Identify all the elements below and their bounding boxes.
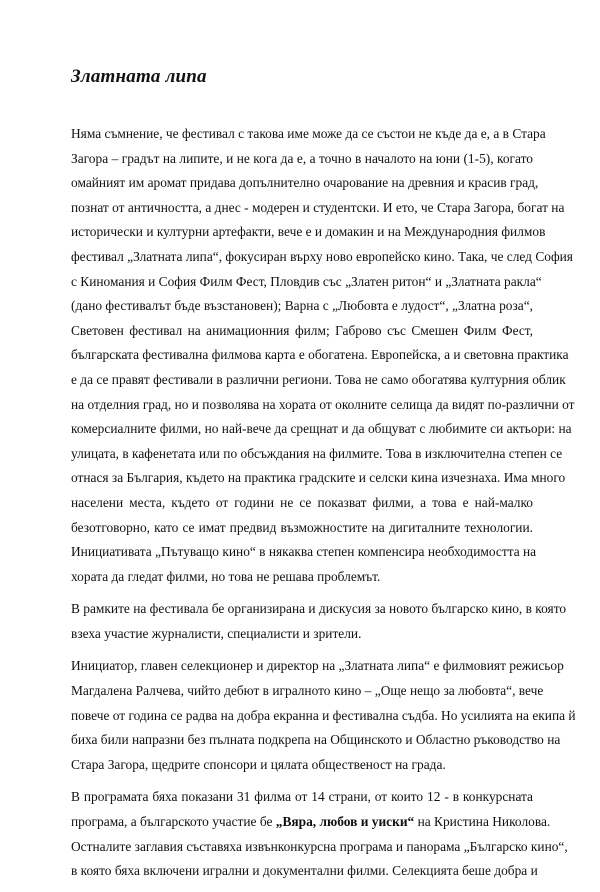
text-line: хората да гледат филми, но това не решава проблемът. (71, 568, 381, 584)
text-line: на отделния град, но и позволява на хората от околните селища да видят по-различни от (71, 396, 575, 412)
text-line: българската фестивална филмова карта е обогатена. Европейска, а и световна практика (71, 347, 569, 363)
text-line: с Киномания и София Филм Фест, Пловдив със „Златен ритон“ и „Златната ракла“ (71, 273, 542, 289)
text-line: Световен фестивал на анимационния филм; Габрово със Смешен Филм Фест, (71, 322, 533, 338)
text-line: биха били напразни без пълната подкрепа на Общинското и Областно ръководство на (71, 732, 561, 748)
text-line: безотговорно, като се имат предвид възможностите на дигиталните технологии. (71, 519, 533, 535)
paragraph-3 (71, 654, 576, 777)
text-line: Загора – градът на липите, и не кога да е, а точно в началото на юни (1-5), когато (71, 150, 533, 166)
text-line: улицата, в кафенетата или по обсъждания на филмите. Това в изключителна степен се (71, 445, 563, 461)
text-line: исторически и културни артефакти, вече е и домакин и на Международния филмов (71, 224, 546, 240)
text-line: В програмата бяха показани 31 филма от 14 страни, от които 12 - в конкурсната (71, 789, 533, 805)
text-line: Няма съмнение, че фестивал с такова име може да се състои не къде да е, а в Стара (71, 126, 546, 141)
text-line: Инициатор, главен селекционер и директор на „Златната липа“ е филмовият режисьор (71, 658, 564, 674)
text-segment: на Кристина Николова. (414, 814, 551, 830)
text-line: повече от година се радва на добра екранна и фестивална съдба. Но усилията на екипа й (71, 707, 576, 723)
text-line: омайният им аромат придава допълнително очарование на древния и красив град, (71, 175, 539, 191)
text-line: е да се правят фестивали в различни региони. Това не само обогатява културния облик (71, 371, 566, 387)
paragraph-2 (71, 597, 567, 646)
page-title: Златната липа (71, 66, 207, 87)
text-line: В рамките на фестивала бе организирана и дискусия за новото българско кино, в която (71, 601, 567, 617)
text-line: Стара Загора, щедрите спонсори и цялата общественост на града. (71, 756, 446, 772)
text-line: Инициативата „Пътуващо кино“ в някаква степен компенсира необходимостта на (71, 544, 537, 560)
text-line-with-film-title (71, 810, 551, 835)
text-line: (дано фестивалът бъде възстановен); Варна с „Любовта е лудост“, „Златна роза“, (71, 298, 533, 314)
text-line: комерсиалните филми, но най-вече да срещнат и да общуват с любимите си актьори: на (71, 421, 572, 437)
text-line: населени места, където от години не се показват филми, а това е най-малко (71, 494, 533, 510)
text-line: взеха участие журналисти, специалисти и зрители. (71, 625, 362, 641)
text-line: познат от античността, а днес - модерен и студентски. И ето, че Стара Загора, богат на (71, 199, 565, 215)
text-segment: програма, а българското участие бе (71, 814, 276, 830)
text-line: фестивал „Златната липа“, фокусиран върху ново европейско кино. Така, че след София (71, 248, 573, 264)
text-line: отнася за България, където на практика градските и селски кина изчезнаха. Има много (71, 470, 566, 486)
text-line: Магдалена Ралчева, чийто дебют в игралното кино – „Още нещо за любовта“, вече (71, 683, 544, 699)
text-line: в която бяха включени игрални и документални филми. Селекцията беше добра и (71, 863, 538, 879)
film-title-bold: „Вяра, любов и уиски“ (275, 814, 415, 830)
article-body (71, 122, 576, 892)
paragraph-4 (71, 785, 568, 883)
text-line: Остналите заглавия съставяха извънконкурсна програма и панорама „Българско кино“, (71, 838, 568, 854)
paragraph-1 (71, 122, 575, 589)
